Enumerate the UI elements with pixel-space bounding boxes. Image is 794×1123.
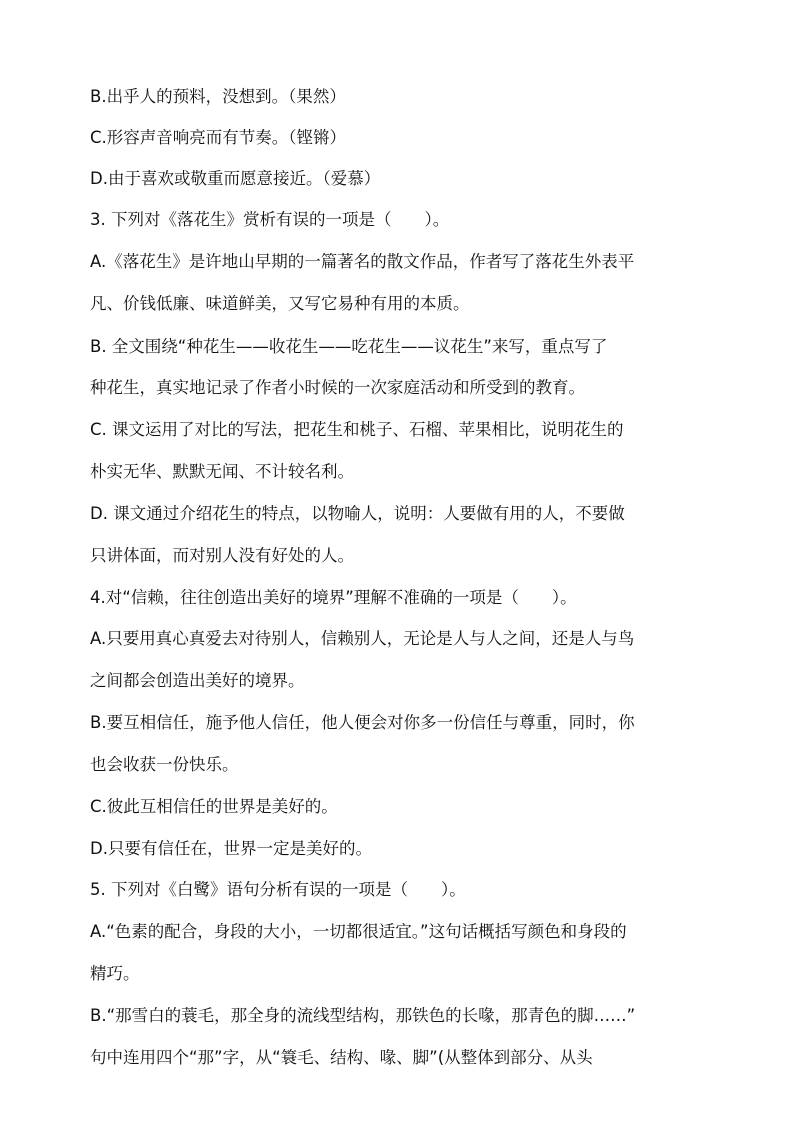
option-line: B.要互相信任，施予他人信任，他人便会对你多一份信任与尊重，同时，你 xyxy=(90,713,635,732)
option-line: D.只要有信任在，世界一定是美好的。 xyxy=(90,839,372,858)
question-line: 3. 下列对《落花生》赏析有误的一项是（ ）。 xyxy=(90,210,450,229)
option-line: C.形容声音响亮而有节奏。（铿锵） xyxy=(90,128,347,147)
option-line: C. 课文运用了对比的写法，把花生和桃子、石榴、苹果相比，说明花生的 xyxy=(90,420,624,439)
option-line: C.彼此互相信任的世界是美好的。 xyxy=(90,797,338,816)
option-line: B.“那雪白的蓑毛，那全身的流线型结构，那铁色的长喙，那青色的脚……” xyxy=(90,1006,636,1025)
option-line: D.由于喜欢或敬重而愿意接近。（爱慕） xyxy=(90,169,381,188)
option-line: D. 课文通过介绍花生的特点，以物喻人，说明：人要做有用的人，不要做 xyxy=(90,504,625,523)
option-line: 精巧。 xyxy=(90,964,140,983)
question-line: 4.对“信赖，往往创造出美好的境界”理解不准确的一项是（ ）。 xyxy=(90,588,577,607)
option-line: B.出乎人的预料，没想到。（果然） xyxy=(90,87,346,106)
option-line: 凡、价钱低廉、味道鲜美，又写它易种有用的本质。 xyxy=(90,294,470,313)
option-line: A.只要用真心真爱去对待别人，信赖别人，无论是人与人之间，还是人与鸟 xyxy=(90,629,635,648)
option-line: 之间都会创造出美好的境界。 xyxy=(90,671,305,690)
option-line: 也会收获一份快乐。 xyxy=(90,755,239,774)
option-line: A.《落花生》是许地山早期的一篇著名的散文作品，作者写了落花生外表平 xyxy=(90,252,635,271)
option-line: A.“色素的配合，身段的大小，一切都很适宜。”这句话概括写颜色和身段的 xyxy=(90,922,627,941)
option-line: 朴实无华、默默无闻、不计较名利。 xyxy=(90,462,354,481)
question-line: 5. 下列对《白鹭》语句分析有误的一项是（ ）。 xyxy=(90,880,466,899)
option-line: 句中连用四个“那”字，从“簑毛、结构、喙、脚”(从整体到部分、从头 xyxy=(90,1048,593,1067)
option-line: B. 全文围绕“种花生——收花生——吃花生——议花生”来写，重点写了 xyxy=(90,337,608,356)
option-line: 种花生，真实地记录了作者小时候的一次家庭活动和所受到的教育。 xyxy=(90,378,585,397)
option-line: 只讲体面，而对别人没有好处的人。 xyxy=(90,546,354,565)
